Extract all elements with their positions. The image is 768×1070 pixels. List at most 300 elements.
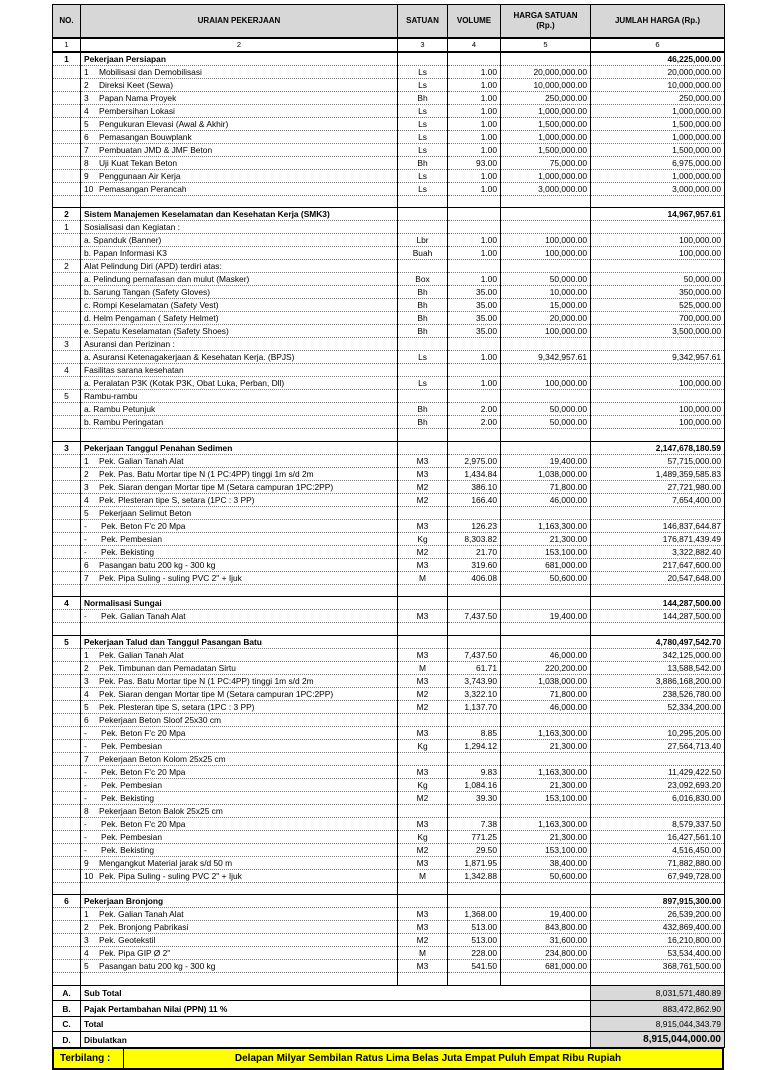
- volume: 1,368.00: [448, 908, 501, 921]
- line-total: 350,000.00: [591, 286, 725, 299]
- row-number: [53, 247, 81, 260]
- unit: M: [398, 947, 448, 960]
- item-description: [81, 506, 398, 519]
- unit-price: 10,000.00: [501, 286, 591, 299]
- item-row: [53, 817, 725, 830]
- sub-number: 6: [84, 131, 89, 142]
- unit-price: 1,000,000.00: [501, 169, 591, 182]
- item-row: [53, 960, 725, 973]
- unit-price: 20,000.00: [501, 312, 591, 325]
- sub-number: 1: [84, 649, 89, 660]
- sub-number: 1: [84, 66, 89, 77]
- item-row: [53, 78, 725, 91]
- item-description: [81, 338, 398, 351]
- description-text: Pek. Pembesian: [101, 740, 162, 751]
- line-total: 50,000.00: [591, 273, 725, 286]
- description-text: Papan Nama Proyek: [99, 92, 177, 103]
- group-row: [53, 390, 725, 403]
- amount-in-words-bar: [52, 1048, 724, 1070]
- volume: 3,322.10: [448, 687, 501, 700]
- unit: Box: [398, 273, 448, 286]
- volume: 35.00: [448, 299, 501, 312]
- unit: [398, 635, 448, 648]
- row-number: [53, 648, 81, 661]
- section-total: 897,915,300.00: [591, 895, 725, 908]
- unit: Bh: [398, 403, 448, 416]
- unit: M3: [398, 558, 448, 571]
- item-description: [81, 390, 398, 403]
- item-row: [53, 934, 725, 947]
- row-number: [53, 571, 81, 584]
- item-row: [53, 104, 725, 117]
- row-number: [53, 351, 81, 364]
- unit-price: [501, 441, 591, 454]
- section-row: [53, 52, 725, 66]
- item-description: [81, 454, 398, 467]
- item-row: [53, 65, 725, 78]
- empty-cell: [591, 882, 725, 895]
- description-text: Pek. Timbunan dan Pemadatan Sirtu: [99, 662, 236, 673]
- table-body: [53, 52, 725, 986]
- description-text: Mobilisasi dan Demobilisasi: [99, 66, 202, 77]
- volume: 126.23: [448, 519, 501, 532]
- volume: 228.00: [448, 947, 501, 960]
- description-text: Fasilitas sarana kesehatan: [84, 365, 184, 376]
- unit: M3: [398, 467, 448, 480]
- row-number: [53, 506, 81, 519]
- volume: 35.00: [448, 286, 501, 299]
- item-description: [81, 558, 398, 571]
- unit-price: 46,000.00: [501, 700, 591, 713]
- item-description: [81, 765, 398, 778]
- line-total: 11,429,422.50: [591, 765, 725, 778]
- description-text: c. Rompi Keselamatan (Safety Vest): [84, 300, 219, 311]
- item-description: [81, 351, 398, 364]
- description-text: Pek. Beton F'c 20 Mpa: [101, 727, 186, 738]
- sub-number: 5: [84, 701, 89, 712]
- line-total: [591, 506, 725, 519]
- line-total: 144,287,500.00: [591, 610, 725, 623]
- item-description: [81, 104, 398, 117]
- unit-price: 234,800.00: [501, 947, 591, 960]
- item-description: [81, 312, 398, 325]
- column-number-row: [53, 38, 725, 52]
- row-number: [53, 558, 81, 571]
- item-description: [81, 947, 398, 960]
- unit-price: 19,400.00: [501, 908, 591, 921]
- description-text: Pekerjaan Tanggul Penahan Sedimen: [84, 442, 233, 453]
- group-row: [53, 221, 725, 234]
- line-total: [591, 752, 725, 765]
- description-text: Sosialisasi dan Kegiatan :: [84, 222, 180, 233]
- row-number: 3: [53, 338, 81, 351]
- line-total: 146,837,644.87: [591, 519, 725, 532]
- description-text: Pek. Pembesian: [101, 831, 162, 842]
- row-number: [53, 169, 81, 182]
- unit: Kg: [398, 830, 448, 843]
- row-number: [53, 454, 81, 467]
- line-total: 13,588,542.00: [591, 661, 725, 674]
- volume: 61.71: [448, 661, 501, 674]
- item-description: [81, 286, 398, 299]
- section-row: [53, 895, 725, 908]
- description-text: Pek. Pembesian: [101, 533, 162, 544]
- empty-cell: [53, 973, 81, 986]
- sub-number: 10: [84, 183, 94, 194]
- row-number: [53, 765, 81, 778]
- sub-number: 2: [84, 662, 89, 673]
- sub-number: -: [84, 792, 87, 803]
- volume: 771.25: [448, 830, 501, 843]
- row-number: [53, 843, 81, 856]
- description-text: Pek. Siaran dengan Mortar tipe M (Setara campuran 1PC:2PP): [99, 481, 334, 492]
- row-number: [53, 78, 81, 91]
- row-number: 5: [53, 390, 81, 403]
- unit: M: [398, 661, 448, 674]
- item-description: [81, 325, 398, 338]
- line-total: 342,125,000.00: [591, 648, 725, 661]
- unit: M3: [398, 610, 448, 623]
- description-text: Pekerjaan Beton Balok 25x25 cm: [99, 805, 223, 816]
- volume: 1.00: [448, 273, 501, 286]
- volume: [448, 260, 501, 273]
- item-description: [81, 247, 398, 260]
- sub-number: 4: [84, 494, 89, 505]
- description-text: b. Papan Informasi K3: [84, 248, 167, 259]
- unit-price: 1,038,000.00: [501, 467, 591, 480]
- unit-price: 153,100.00: [501, 843, 591, 856]
- item-description: [81, 856, 398, 869]
- row-number: [53, 700, 81, 713]
- unit-price: [501, 895, 591, 908]
- description-text: Pek. Pipa Suling - suling PVC 2" + Ijuk: [99, 870, 242, 881]
- unit-price: 71,800.00: [501, 687, 591, 700]
- empty-cell: [53, 584, 81, 597]
- volume: 406.08: [448, 571, 501, 584]
- unit: Bh: [398, 299, 448, 312]
- item-row: [53, 843, 725, 856]
- sub-number: -: [84, 844, 87, 855]
- sub-number: -: [84, 818, 87, 829]
- sub-number: -: [84, 727, 87, 738]
- description-text: a. Peralatan P3K (Kotak P3K, Obat Luka, Perban, Dll): [84, 378, 285, 389]
- empty-cell: [81, 623, 398, 636]
- unit: [398, 364, 448, 377]
- row-number: [53, 312, 81, 325]
- volume: 166.40: [448, 493, 501, 506]
- row-number: 2: [53, 260, 81, 273]
- cost-estimate-table: [52, 4, 725, 1048]
- unit: Bh: [398, 325, 448, 338]
- unit-price: [501, 597, 591, 610]
- volume: [448, 713, 501, 726]
- unit: Ls: [398, 104, 448, 117]
- volume: 319.60: [448, 558, 501, 571]
- sub-number: -: [84, 831, 87, 842]
- item-row: [53, 947, 725, 960]
- unit-price: 100,000.00: [501, 377, 591, 390]
- unit: [398, 221, 448, 234]
- item-description: [81, 273, 398, 286]
- line-total: [591, 713, 725, 726]
- item-row: [53, 325, 725, 338]
- unit-price: 1,038,000.00: [501, 674, 591, 687]
- line-total: 7,654,400.00: [591, 493, 725, 506]
- item-row: [53, 610, 725, 623]
- unit-price: 50,000.00: [501, 273, 591, 286]
- item-row: [53, 791, 725, 804]
- summary-letter: C.: [53, 1016, 81, 1032]
- sub-number: 5: [84, 118, 89, 129]
- empty-cell: [81, 882, 398, 895]
- item-row: [53, 247, 725, 260]
- column-number: 6: [591, 38, 725, 52]
- unit-price: 1,163,300.00: [501, 726, 591, 739]
- unit-price: [501, 752, 591, 765]
- unit-price: 50,600.00: [501, 571, 591, 584]
- row-number: [53, 752, 81, 765]
- description-text: Pek. Galian Tanah Alat: [99, 455, 184, 466]
- summary-row: [53, 1032, 725, 1048]
- sub-number: 4: [84, 688, 89, 699]
- volume: [448, 804, 501, 817]
- volume: 35.00: [448, 325, 501, 338]
- sub-number: 4: [84, 105, 89, 116]
- empty-cell: [591, 195, 725, 208]
- empty-cell: [501, 623, 591, 636]
- item-description: [81, 221, 398, 234]
- volume: 1.00: [448, 351, 501, 364]
- item-row: [53, 480, 725, 493]
- summary-label: Dibulatkan: [81, 1032, 591, 1048]
- row-number: [53, 960, 81, 973]
- line-total: 432,869,400.00: [591, 921, 725, 934]
- item-description: [81, 299, 398, 312]
- empty-cell: [448, 623, 501, 636]
- row-number: [53, 480, 81, 493]
- volume: 1.00: [448, 130, 501, 143]
- item-description: [81, 817, 398, 830]
- unit-price: 681,000.00: [501, 960, 591, 973]
- row-number: 3: [53, 441, 81, 454]
- volume: 1,137.70: [448, 700, 501, 713]
- unit-price: 21,300.00: [501, 778, 591, 791]
- amount-in-words-label: Terbilang :: [54, 1049, 124, 1068]
- row-number: [53, 467, 81, 480]
- group-row: [53, 260, 725, 273]
- unit: M2: [398, 687, 448, 700]
- unit: Bh: [398, 156, 448, 169]
- empty-cell: [448, 882, 501, 895]
- row-number: 6: [53, 895, 81, 908]
- unit: [398, 390, 448, 403]
- sub-number: 9: [84, 857, 89, 868]
- line-total: 6,975,000.00: [591, 156, 725, 169]
- volume: 7,437.50: [448, 648, 501, 661]
- unit: Ls: [398, 65, 448, 78]
- unit: M2: [398, 545, 448, 558]
- item-description: [81, 156, 398, 169]
- unit-price: 220,200.00: [501, 661, 591, 674]
- item-description: [81, 416, 398, 429]
- item-description: [81, 532, 398, 545]
- volume: 93.00: [448, 156, 501, 169]
- volume: [448, 895, 501, 908]
- sub-number: 7: [84, 572, 89, 583]
- unit: M: [398, 869, 448, 882]
- volume: 1.00: [448, 104, 501, 117]
- line-total: 16,210,800.00: [591, 934, 725, 947]
- sub-number: 2: [84, 468, 89, 479]
- item-row: [53, 713, 725, 726]
- description-text: Normalisasi Sungai: [84, 598, 162, 609]
- item-description: [81, 908, 398, 921]
- description-text: Pembersihan Lokasi: [99, 105, 175, 116]
- description-text: Pek. Plesteran tipe S, setara (1PC : 3 PP): [99, 494, 255, 505]
- row-number: [53, 610, 81, 623]
- empty-cell: [398, 195, 448, 208]
- line-total: 1,489,359,585.83: [591, 467, 725, 480]
- unit: Ls: [398, 130, 448, 143]
- unit-price: 20,000,000.00: [501, 65, 591, 78]
- item-description: [81, 674, 398, 687]
- sub-number: 5: [84, 507, 89, 518]
- item-description: [81, 182, 398, 195]
- empty-cell: [81, 973, 398, 986]
- row-number: [53, 817, 81, 830]
- row-number: [53, 791, 81, 804]
- header-unit-price: HARGA SATUAN (Rp.): [501, 5, 591, 38]
- line-total: 1,500,000.00: [591, 143, 725, 156]
- description-text: Pekerjaan Selimut Beton: [99, 507, 192, 518]
- unit: Lbr: [398, 234, 448, 247]
- section-row: [53, 597, 725, 610]
- sub-number: 3: [84, 481, 89, 492]
- group-row: [53, 338, 725, 351]
- unit: M2: [398, 480, 448, 493]
- item-row: [53, 908, 725, 921]
- description-text: b. Rambu Peringatan: [84, 417, 164, 428]
- sub-number: 3: [84, 935, 89, 946]
- sub-number: 3: [84, 675, 89, 686]
- sub-number: 2: [84, 79, 89, 90]
- unit: Ls: [398, 351, 448, 364]
- item-row: [53, 506, 725, 519]
- item-row: [53, 856, 725, 869]
- unit-price: [501, 390, 591, 403]
- unit: [398, 441, 448, 454]
- line-total: 100,000.00: [591, 377, 725, 390]
- volume: 1.00: [448, 91, 501, 104]
- item-description: [81, 934, 398, 947]
- item-row: [53, 726, 725, 739]
- unit: Ls: [398, 182, 448, 195]
- unit-price: 1,163,300.00: [501, 817, 591, 830]
- volume: 1.00: [448, 182, 501, 195]
- item-description: [81, 117, 398, 130]
- summary-label: Total: [81, 1016, 591, 1032]
- description-text: Pek. Geotekstil: [99, 935, 156, 946]
- row-number: [53, 661, 81, 674]
- unit: [398, 338, 448, 351]
- line-total: 26,539,200.00: [591, 908, 725, 921]
- item-description: [81, 687, 398, 700]
- volume: 8.85: [448, 726, 501, 739]
- item-row: [53, 545, 725, 558]
- line-total: [591, 804, 725, 817]
- sub-number: -: [84, 533, 87, 544]
- header-unit: SATUAN: [398, 5, 448, 38]
- sub-number: -: [84, 546, 87, 557]
- volume: 3,743.90: [448, 674, 501, 687]
- item-description: [81, 778, 398, 791]
- item-row: [53, 493, 725, 506]
- line-total: 3,886,168,200.00: [591, 674, 725, 687]
- row-number: 5: [53, 635, 81, 648]
- description-text: Pek. Beton F'c 20 Mpa: [101, 766, 186, 777]
- empty-cell: [501, 584, 591, 597]
- description-text: Pek. Plesteran tipe S, setara (1PC : 3 PP): [99, 701, 255, 712]
- row-number: [53, 532, 81, 545]
- item-description: [81, 661, 398, 674]
- description-text: Pek. Pipa Suling - suling PVC 2" + Ijuk: [99, 572, 242, 583]
- row-number: [53, 65, 81, 78]
- unit: M3: [398, 921, 448, 934]
- unit-price: 1,500,000.00: [501, 117, 591, 130]
- description-text: Pek. Bekisting: [101, 844, 155, 855]
- empty-cell: [501, 882, 591, 895]
- sub-number: 5: [84, 961, 89, 972]
- line-total: [591, 260, 725, 273]
- line-total: 20,547,648.00: [591, 571, 725, 584]
- line-total: 20,000,000.00: [591, 65, 725, 78]
- item-row: [53, 130, 725, 143]
- item-row: [53, 182, 725, 195]
- description-text: a. Rambu Petunjuk: [84, 404, 156, 415]
- unit-price: [501, 260, 591, 273]
- description-text: e. Sepatu Keselamatan (Safety Shoes): [84, 326, 229, 337]
- volume: 1,434.84: [448, 467, 501, 480]
- description-text: Pek. Beton F'c 20 Mpa: [101, 818, 186, 829]
- unit: Kg: [398, 532, 448, 545]
- unit-price: 1,163,300.00: [501, 765, 591, 778]
- row-number: [53, 947, 81, 960]
- volume: [448, 597, 501, 610]
- line-total: 525,000.00: [591, 299, 725, 312]
- row-number: [53, 299, 81, 312]
- item-description: [81, 480, 398, 493]
- item-description: [81, 635, 398, 648]
- row-number: [53, 377, 81, 390]
- description-text: Pek. Galian Tanah Alat: [101, 611, 186, 622]
- unit: M3: [398, 674, 448, 687]
- empty-cell: [448, 584, 501, 597]
- unit: [398, 52, 448, 66]
- item-description: [81, 260, 398, 273]
- item-row: [53, 403, 725, 416]
- row-number: [53, 416, 81, 429]
- header-description: URAIAN PEKERJAAN: [81, 5, 398, 38]
- row-number: [53, 493, 81, 506]
- item-description: [81, 921, 398, 934]
- item-description: [81, 843, 398, 856]
- description-text: Pek. Bekisting: [101, 792, 155, 803]
- row-number: [53, 286, 81, 299]
- line-total: 10,295,205.00: [591, 726, 725, 739]
- unit: Buah: [398, 247, 448, 260]
- volume: 1,342.88: [448, 869, 501, 882]
- sub-number: 1: [84, 909, 89, 920]
